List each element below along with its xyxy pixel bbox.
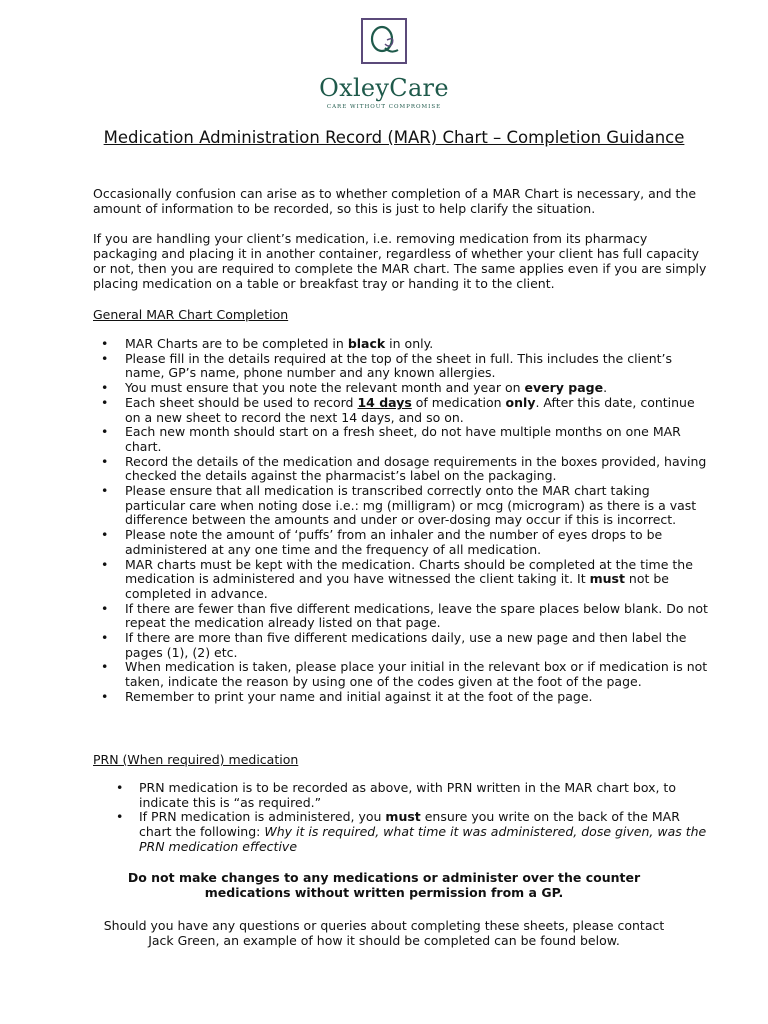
logo-tagline: CARE WITHOUT COMPROMISE (326, 104, 442, 110)
prn-guidance-list (108, 781, 708, 855)
oxleycare-logo (0, 18, 768, 110)
logo-monogram-box (361, 18, 407, 64)
prn-section-heading: PRN (When required) medication (93, 752, 299, 767)
general-guidance-list (93, 337, 713, 705)
general-section-heading: General MAR Chart Completion (93, 307, 289, 322)
contact-paragraph: Should you have any questions or queries about completing these sheets, please contact Jack Green, an example of how it should be completed can be found below. (103, 918, 665, 948)
list-item: • MAR charts must be kept with the medication. Charts should be completed at the time the medication is administered and you have witnessed the client taking it. It must not be completed in advance. (93, 558, 713, 602)
list-item: • When medication is taken, please place your initial in the relevant box or if medication is not taken, indicate the reason by using one of the codes given at the foot of the page. (93, 660, 713, 689)
list-item: • PRN medication is to be recorded as above, with PRN written in the MAR chart box, to indicate this is “as required.” (108, 781, 708, 810)
logo-name: OxleyCare (319, 74, 449, 102)
list-item: • If there are fewer than five different medications, leave the spare places below blank. Do not repeat the medication already listed on that page. (93, 602, 713, 631)
list-item: • If there are more than five different medications daily, use a new page and then label the pages (1), (2) etc. (93, 631, 713, 660)
handling-paragraph: If you are handling your client’s medication, i.e. removing medication from its pharmacy packaging and placing it in another container, regardless of whether your client has full capacity or not, then you are required to complete the MAR chart. The same applies even if you are simply placing medication on a table or breakfast tray or handing it to the client. (93, 231, 707, 291)
intro-paragraph: Occasionally confusion can arise as to whether completion of a MAR Chart is necessary, and the amount of information to be recorded, so this is just to help clarify the situation. (93, 186, 697, 216)
list-item: • Each new month should start on a fresh sheet, do not have multiple months on one MAR chart. (93, 425, 713, 454)
list-item: • If PRN medication is administered, you must ensure you write on the back of the MAR chart the following: Why it is required, what time it was administered, dose given, was the PRN medication effective (108, 810, 708, 854)
page-title: Medication Administration Record (MAR) Chart – Completion Guidance (103, 128, 685, 147)
list-item: • Each sheet should be used to record 14 days of medication only. After this date, continue on a new sheet to record the next 14 days, and so on. (93, 396, 713, 425)
list-item: • You must ensure that you note the relevant month and year on every page. (93, 381, 713, 396)
list-item: • Please fill in the details required at the top of the sheet in full. This includes the client’s name, GP’s name, phone number and any known allergies. (93, 352, 713, 381)
list-item: • Please note the amount of ‘puffs’ from an inhaler and the number of eyes drops to be administered at any one time and the frequency of all medication. (93, 528, 713, 557)
logo-monogram-icon (365, 22, 403, 60)
list-item: • Remember to print your name and initial against it at the foot of the page. (93, 690, 713, 705)
list-item: • Record the details of the medication and dosage requirements in the boxes provided, having checked the details against the pharmacist’s label on the packaging. (93, 455, 713, 484)
warning-notice: Do not make changes to any medications or administer over the counter medications without written permission from a GP. (127, 870, 641, 900)
list-item: • MAR Charts are to be completed in black in only. (93, 337, 713, 352)
list-item: • Please ensure that all medication is transcribed correctly onto the MAR chart taking particular care when noting dose i.e.: mg (milligram) or mcg (microgram) as there is a vast difference between the amounts and under or over-dosing may occur if this is incorrect. (93, 484, 713, 528)
